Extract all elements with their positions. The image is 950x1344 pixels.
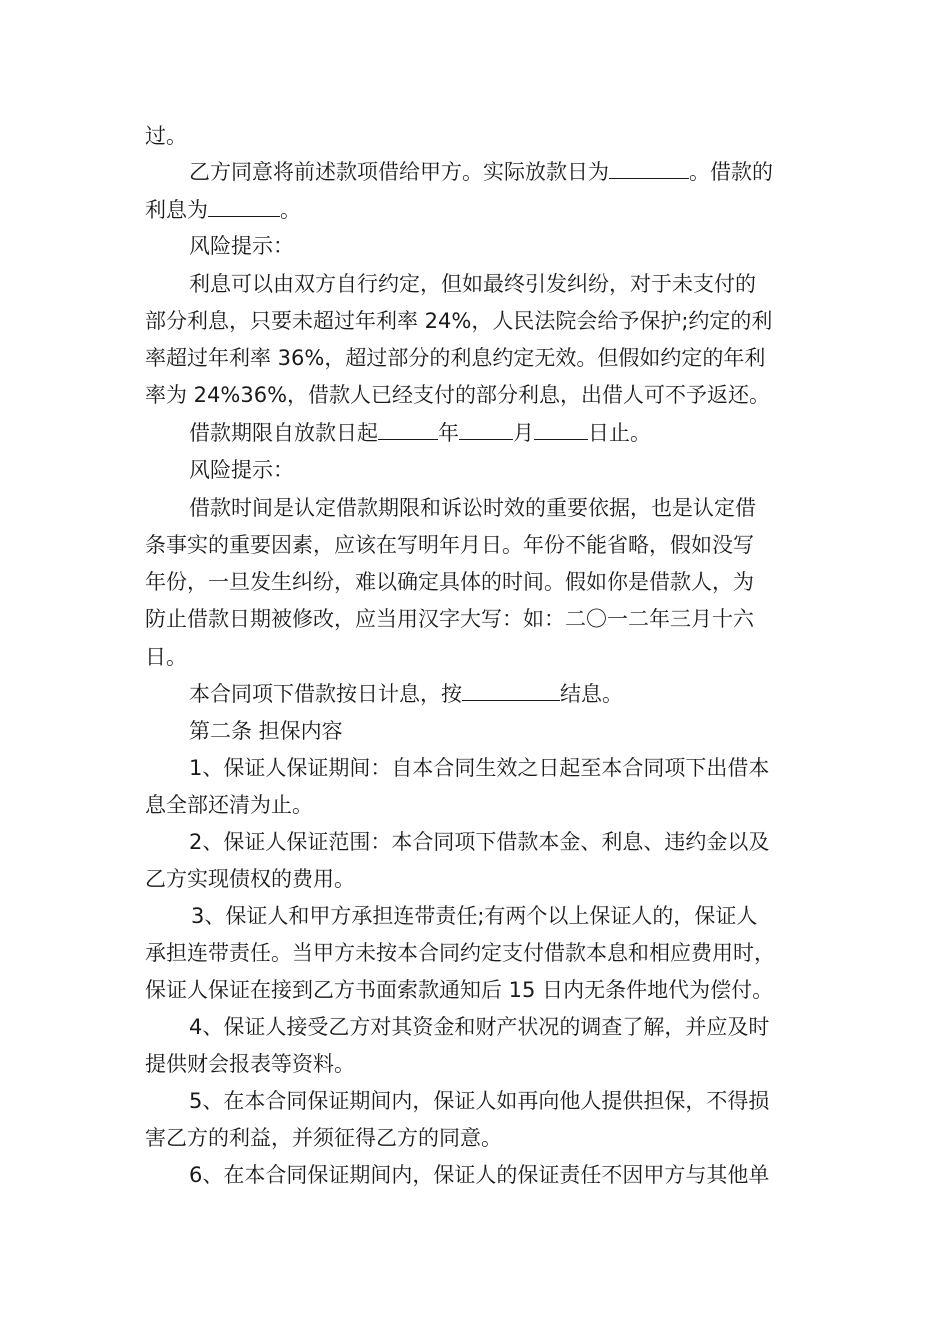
text-line: 率超过年利率 36%，超过部分的利息约定无效。但假如约定的年利 xyxy=(145,346,766,370)
text-line: 息全部还清为止。 xyxy=(145,793,313,817)
fill-in-blank xyxy=(208,198,280,217)
fill-in-blank xyxy=(459,421,513,440)
text-line: 乙方同意将前述款项借给甲方。实际放款日为 。借款的 xyxy=(189,160,773,184)
text-line: 乙方实现债权的费用。 xyxy=(145,867,355,891)
text-line: 风险提示： xyxy=(189,234,294,258)
fill-in-blank xyxy=(462,682,560,701)
text-line: 利息为 。 xyxy=(145,198,301,222)
fill-in-blank xyxy=(534,421,588,440)
text-line: 风险提示： xyxy=(189,458,294,482)
fill-in-blank xyxy=(378,421,438,440)
text-line: 借款时间是认定借款期限和诉讼时效的重要依据，也是认定借 xyxy=(189,496,756,520)
text-line: 防止借款日期被修改，应当用汉字大写：如：二〇一二年三月十六 xyxy=(145,607,754,631)
text-line: 害乙方的利益，并须征得乙方的同意。 xyxy=(145,1126,502,1150)
text-line: 借款期限自放款日起 年 月 日止。 xyxy=(189,421,651,445)
section-heading: 第二条 担保内容 xyxy=(189,719,343,743)
fill-in-blank xyxy=(609,160,689,179)
text-line: 部分利息，只要未超过年利率 24%，人民法院会给予保护;约定的利 xyxy=(145,309,773,333)
text-line: 5、在本合同保证期间内，保证人如再向他人提供担保，不得损 xyxy=(189,1089,770,1113)
text-line: 3、保证人和甲方承担连带责任;有两个以上保证人的，保证人 xyxy=(191,904,758,928)
text-line: 过。 xyxy=(145,124,187,148)
text-line: 提供财会报表等资料。 xyxy=(145,1052,355,1076)
text-line: 日。 xyxy=(145,645,187,669)
text-line: 6、在本合同保证期间内，保证人的保证责任不因甲方与其他单 xyxy=(189,1163,770,1187)
text-line: 保证人保证在接到乙方书面索款通知后 15 日内无条件地代为偿付。 xyxy=(145,978,774,1002)
text-line: 本合同项下借款按日计息，按 结息。 xyxy=(189,682,623,706)
text-line: 率为 24%36%，借款人已经支付的部分利息，出借人可不予返还。 xyxy=(145,383,771,407)
text-line: 利息可以由双方自行约定，但如最终引发纠纷，对于未支付的 xyxy=(189,272,756,296)
text-line: 1、保证人保证期间：自本合同生效之日起至本合同项下出借本 xyxy=(189,756,770,780)
text-line: 4、保证人接受乙方对其资金和财产状况的调查了解，并应及时 xyxy=(189,1015,770,1039)
text-line: 2、保证人保证范围：本合同项下借款本金、利息、违约金以及 xyxy=(189,830,770,854)
text-line: 年份，一旦发生纠纷，难以确定具体的时间。假如你是借款人，为 xyxy=(145,570,754,594)
text-line: 条事实的重要因素，应该在写明年月日。年份不能省略，假如没写 xyxy=(145,533,754,557)
text-line: 承担连带责任。当甲方未按本合同约定支付借款本息和相应费用时， xyxy=(145,941,775,965)
